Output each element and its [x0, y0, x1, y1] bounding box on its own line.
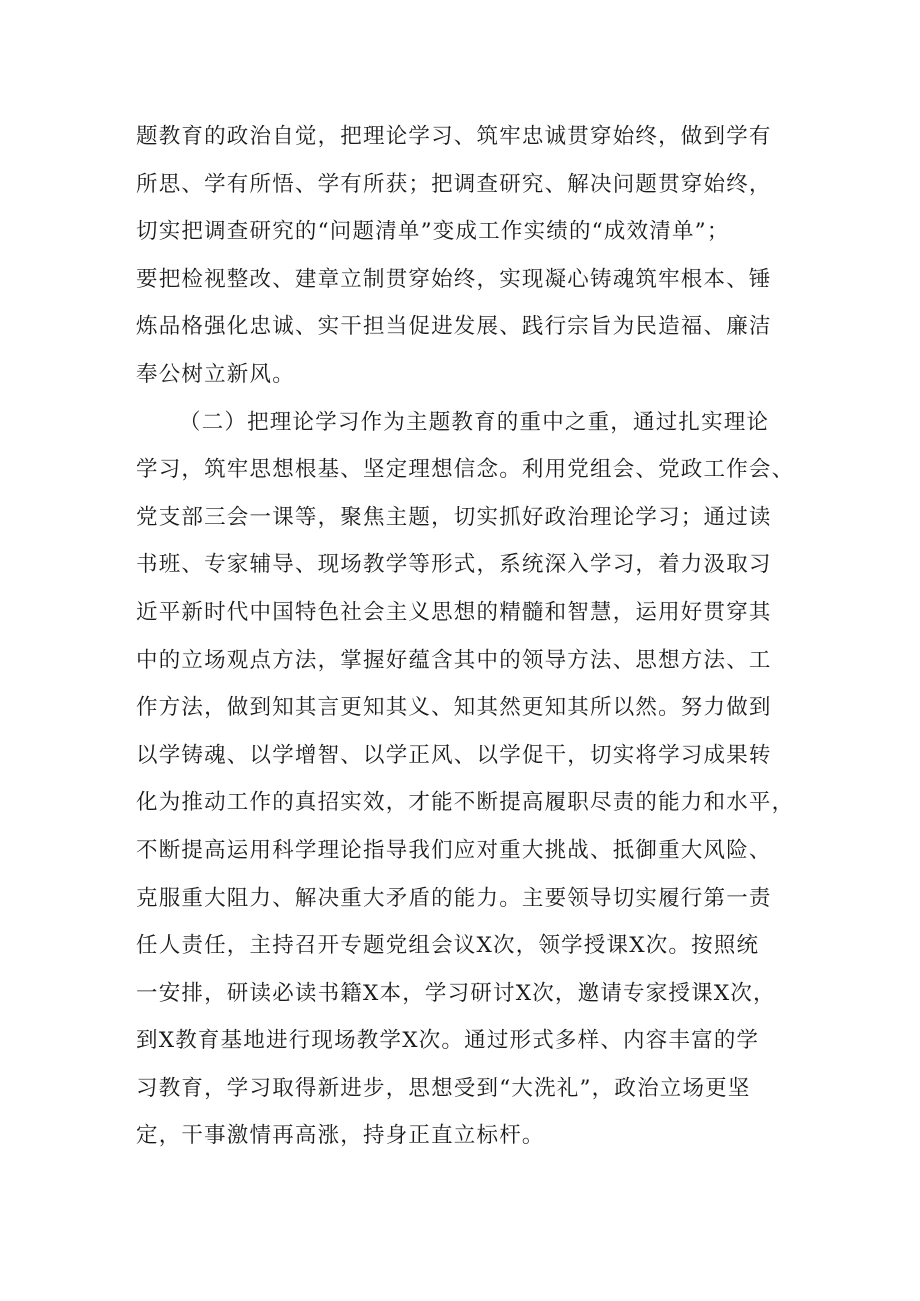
- text-line: 以学铸魂、以学增智、以学正风、以学促干，切实将学习成果转: [136, 742, 772, 768]
- text-line: 中的立场观点方法，掌握好蕴含其中的领导方法、思想方法、工: [136, 647, 772, 673]
- section-heading-line: （二）把理论学习作为主题教育的重中之重，通过扎实理论: [179, 409, 770, 435]
- text-line: 题教育的政治自觉，把理论学习、筑牢忠诚贯穿始终，做到学有: [136, 124, 772, 149]
- body-text: [136, 113, 796, 1160]
- text-line: 到X教育基地进行现场教学X次。通过形式多样、内容丰富的学: [136, 1028, 760, 1054]
- text-line: 近平新时代中国特色社会主义思想的精髓和智慧，运用好贯穿其: [136, 599, 772, 625]
- text-line: 一安排，研读必读书籍X本，学习研讨X次，邀请专家授课X次，: [136, 980, 776, 1006]
- text-line: 所思、学有所悟、学有所获；把调查研究、解决问题贯穿始终，: [136, 171, 772, 197]
- text-line: 炼品格强化忠诚、实干担当促进发展、践行宗旨为民造福、廉洁: [136, 314, 772, 340]
- text-line: 不断提高运用科学理论指导我们应对重大挑战、抵御重大风险、: [136, 837, 772, 863]
- text-line: 书班、专家辅导、现场教学等形式，系统深入学习，着力汲取习: [136, 552, 772, 578]
- text-line: 要把检视整改、建章立制贯穿始终，实现凝心铸魂筑牢根本、锤: [136, 266, 772, 292]
- text-line: 作方法，做到知其言更知其义、知其然更知其所以然。努力做到: [136, 695, 772, 721]
- text-line: 定，干事激情再高涨，持身正直立标杆。: [136, 1123, 545, 1149]
- text-line: 奉公树立新风。: [136, 361, 295, 387]
- text-line: 切实把调查研究的“问题清单”变成工作实绩的“成效清单”；: [136, 219, 730, 245]
- text-line: 党支部三会一课等，聚焦主题，切实抓好政治理论学习；通过读: [136, 504, 772, 530]
- text-line: 化为推动工作的真招实效，才能不断提高履职尽责的能力和水平，: [136, 790, 795, 816]
- text-line: 学习，筑牢思想根基、坚定理想信念。利用党组会、党政工作会、: [136, 457, 795, 483]
- text-line: 习教育，学习取得新进步，思想受到“大洗礼”，政治立场更坚: [136, 1075, 751, 1101]
- text-line: 任人责任，主持召开专题党组会议X次，领学授课X次。按照统: [136, 933, 760, 959]
- text-line: 克服重大阻力、解决重大矛盾的能力。主要领导切实履行第一责: [136, 885, 772, 911]
